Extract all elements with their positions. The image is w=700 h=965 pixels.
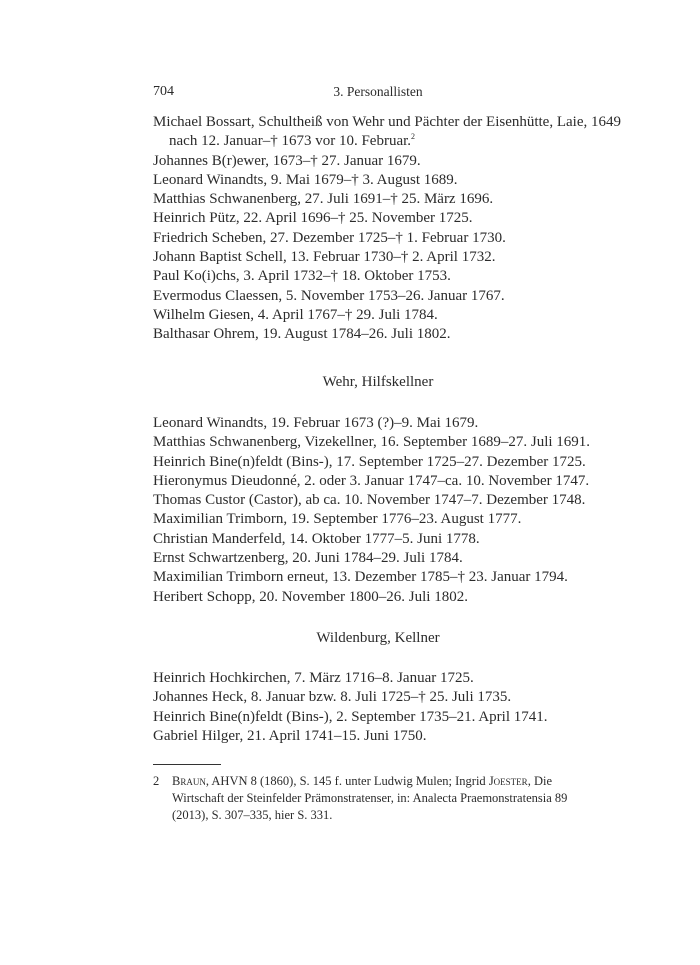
list-item: Maximilian Trimborn, 19. September 1776–23. August 1777. [153, 511, 522, 528]
list-item: Hieronymus Dieudonné, 2. oder 3. Januar 1747–ca. 10. November 1747. [153, 472, 590, 489]
list-item: Leonard Winandts, 19. Februar 1673 (?)–9. Mai 1679. [153, 415, 479, 431]
list-item: Johannes Heck, 8. Januar bzw. 8. Juli 1725–† 25. Juli 1735. [153, 689, 512, 706]
list-item: Johann Baptist Schell, 13. Februar 1730–† 2. April 1732. [153, 249, 496, 266]
list-item: Balthasar Ohrem, 19. August 1784–26. Juli 1802. [153, 326, 451, 343]
section-wehr-hilfskellner [153, 414, 613, 607]
section-heading: Wehr, Hilfskellner [322, 374, 434, 390]
footnote-text: , Die Wirtschaft der Steinfelder Prämonstratenser, in: Analecta Praemonstratensia 89 (2013), S. 307–335, hier S. 331. [172, 774, 568, 822]
footnote-author: Braun [172, 774, 206, 788]
list-item: Friedrich Scheben, 27. Dezember 1725–† 1. Februar 1730. [153, 229, 506, 246]
list-item: Johannes B(r)ewer, 1673–† 27. Januar 1679. [153, 152, 421, 169]
list-item: Ernst Schwartzenberg, 20. Juni 1784–29. Juli 1784. [153, 550, 463, 567]
running-title: 3. Personallisten [333, 84, 423, 99]
list-item: Christian Manderfeld, 14. Oktober 1777–5. Juni 1778. [153, 530, 480, 547]
list-item: Heinrich Bine(n)feldt (Bins-), 17. September 1725–27. Dezember 1725. [153, 453, 586, 470]
section-heading: Wildenburg, Kellner [316, 630, 440, 646]
list-item [153, 113, 621, 152]
footnote [153, 773, 603, 824]
list-item: Wilhelm Giesen, 4. April 1767–† 29. Juli 1784. [153, 306, 438, 323]
footnotes [153, 773, 603, 824]
footnote-text: , AHVN 8 (1860), S. 145 f. unter Ludwig Mulen; Ingrid [205, 774, 489, 788]
list-item: Evermodus Claessen, 5. November 1753–26. Januar 1767. [153, 287, 505, 304]
page-number: 704 [153, 84, 174, 99]
footnote-reference[interactable]: 2 [411, 132, 416, 142]
list-item: Paul Ko(i)chs, 3. April 1732–† 18. Oktober 1753. [153, 268, 451, 285]
section-wildenburg-kellner [153, 669, 613, 746]
footnote-number: 2 [153, 774, 160, 788]
list-item: Gabriel Hilger, 21. April 1741–15. Juni 1750. [153, 727, 427, 744]
footnote-divider [153, 764, 221, 765]
entry-text: Michael Bossart, Schultheiß von Wehr und Pächter der Eisenhütte, Laie, 1649 [153, 114, 621, 130]
list-item: Matthias Schwanenberg, 27. Juli 1691–† 25. März 1696. [153, 191, 494, 208]
list-item: Thomas Custor (Castor), ab ca. 10. November 1747–7. Dezember 1748. [153, 492, 586, 509]
list-item: Maximilian Trimborn erneut, 13. Dezember 1785–† 23. Januar 1794. [153, 569, 568, 586]
running-head [153, 84, 603, 104]
list-item: Heinrich Bine(n)feldt (Bins-), 2. September 1735–21. April 1741. [153, 708, 548, 725]
list-item: Heinrich Pütz, 22. April 1696–† 25. November 1725. [153, 210, 473, 227]
entry-continuation-text: nach 12. Januar–† 1673 vor 10. Februar. [169, 133, 412, 150]
footnote-author: Joester [488, 774, 528, 788]
entry-continuation [153, 132, 613, 151]
section-wehr-kellner [153, 113, 621, 345]
list-item: Heinrich Hochkirchen, 7. März 1716–8. Januar 1725. [153, 670, 474, 686]
list-item: Matthias Schwanenberg, Vizekellner, 16. September 1689–27. Juli 1691. [153, 434, 591, 451]
list-item: Heribert Schopp, 20. November 1800–26. Juli 1802. [153, 588, 468, 605]
list-item: Leonard Winandts, 9. Mai 1679–† 3. August 1689. [153, 171, 458, 188]
